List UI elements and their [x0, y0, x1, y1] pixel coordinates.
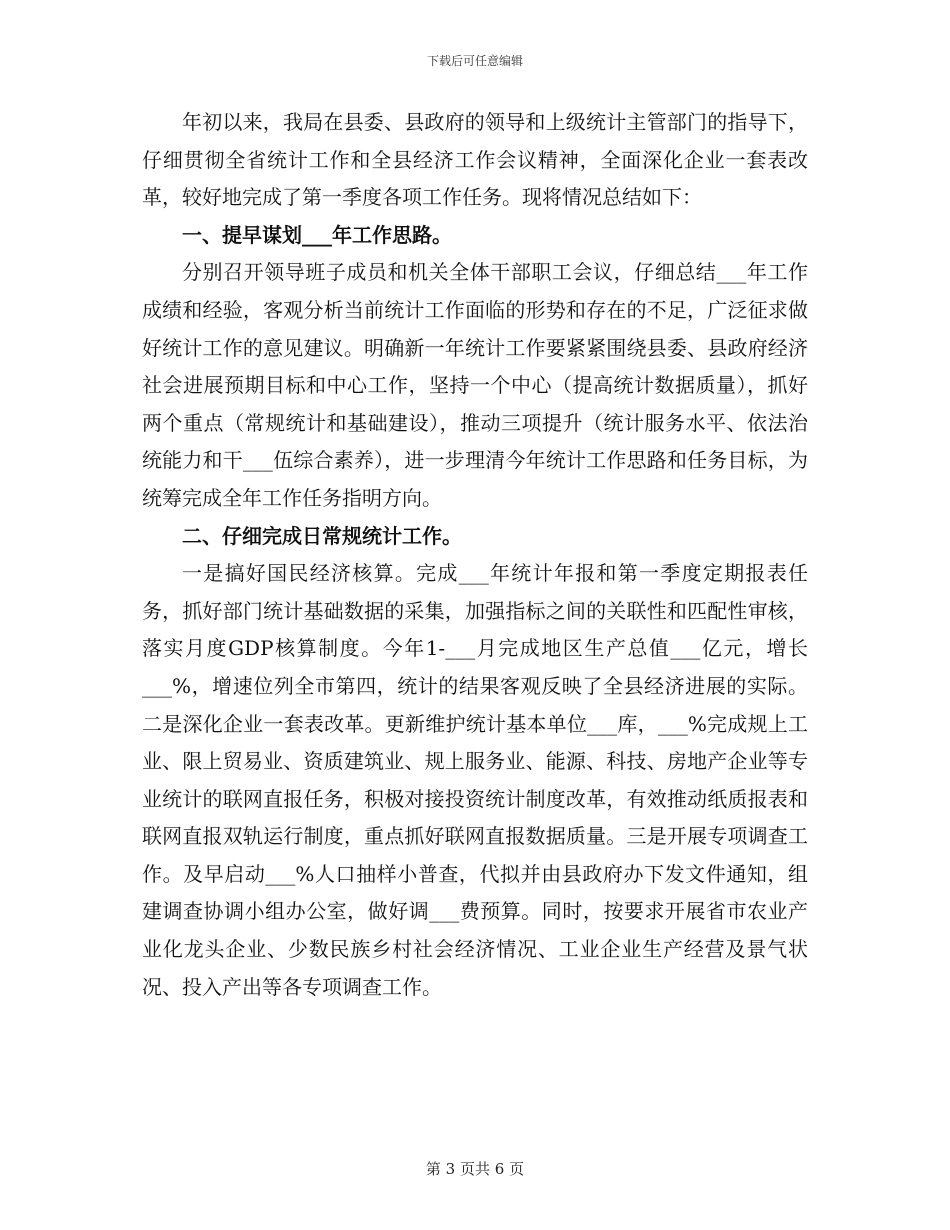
page-footer: 第 3 页共 6 页 — [425, 1160, 525, 1178]
intro-paragraph: 年初以来，我局在县委、县政府的领导和上级统计主管部门的指导下，仔细贯彻全省统计工作和全县经济工作会议精神，全面深化企业一套表改革，较好地完成了第一季度各项工作任务。现将情况总结如下： — [142, 110, 808, 210]
document-body — [142, 104, 808, 1006]
section-2-paragraph: 一是搞好国民经济核算。完成___年统计年报和第一季度定期报表任务，抓好部门统计基础数据的采集，加强指标之间的关联性和匹配性审核，落实月度GDP核算制度。今年1-___月完成地区生产总值___亿元，增长___%，增速位列全市第四，统计的结果客观反映了全县经济进展的实际。二是深化企业一套表改革。更新维护统计基本单位___库，___%完成规上工业、限上贸易业、资质建筑业、规上服务业、能源、科技、房地产企业等专业统计的联网直报任务，积极对接投资统计制度改革，有效推动纸质报表和联网直报双轨运行制度，重点抓好联网直报数据质量。三是开展专项调查工作。及早启动___%人口抽样小普查，代拟并由县政府办下发文件通知，组建调查协调小组办公室，做好调___费预算。同时，按要求开展省市农业产业化龙头企业、少数民族乡村社会经济情况、工业企业生产经营及景气状况、投入产出等各专项调查工作。 — [142, 561, 808, 999]
section-heading-1: 一、提早谋划___年工作思路。 — [182, 222, 452, 247]
section-1-paragraph: 分别召开领导班子成员和机关全体干部职工会议，仔细总结___年工作成绩和经验，客观分析当前统计工作面临的形势和存在的不足，广泛征求做好统计工作的意见建议。明确新一年统计工作要紧紧围绕县委、县政府经济社会进展预期目标和中心工作，坚持一个中心（提高统计数据质量），抓好两个重点（常规统计和基础建设），推动三项提升（统计服务水平、依法治统能力和干___伍综合素养），进一步理清今年统计工作思路和任务目标，为统筹完成全年工作任务指明方向。 — [142, 260, 808, 510]
section-heading-2: 二、仔细完成日常规统计工作。 — [182, 523, 462, 548]
page-header: 下载后可任意编辑 — [426, 54, 523, 68]
